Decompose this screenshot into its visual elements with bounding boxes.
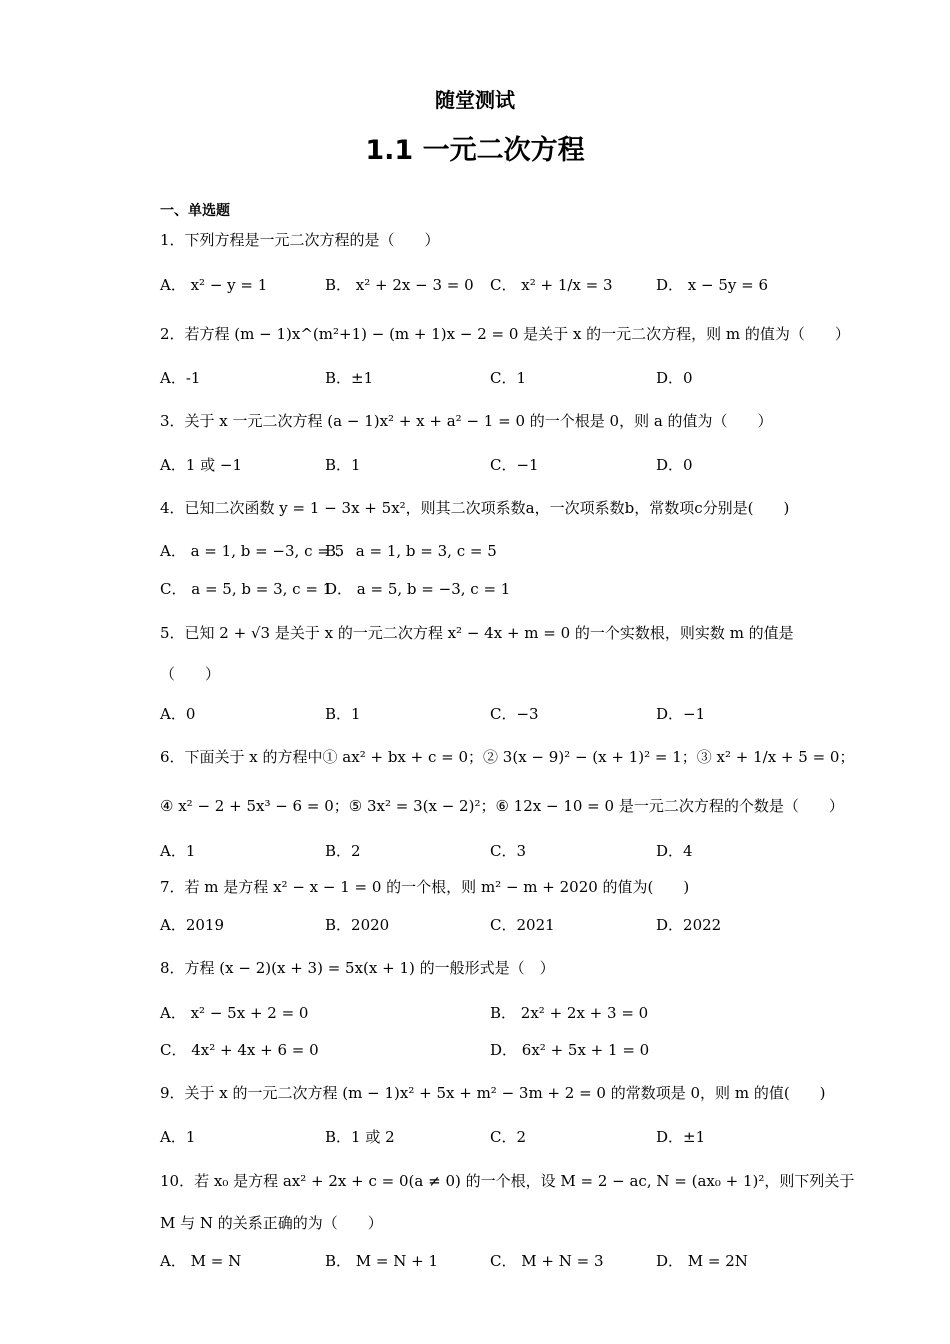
- q2-option-a: A．-1: [160, 369, 201, 387]
- question-1-stem: 1．下列方程是一元二次方程的是（ ）: [160, 231, 440, 249]
- q6-option-b: B．2: [325, 842, 361, 860]
- q7-option-b: B．2020: [325, 916, 390, 934]
- q7-option-c: C．2021: [490, 916, 555, 934]
- q5-option-d: D．−1: [656, 705, 706, 723]
- q4-option-d: D． a = 5, b = −3, c = 1: [325, 580, 511, 598]
- q1-option-b: B． x² + 2x − 3 = 0: [325, 276, 474, 294]
- section-heading: 一、单选题: [160, 203, 230, 219]
- q5-option-a: A．0: [160, 705, 196, 723]
- q6-option-c: C．3: [490, 842, 527, 860]
- q1-option-c: C． x² + 1/x = 3: [490, 276, 613, 294]
- q10-option-d: D． M = 2N: [656, 1252, 748, 1270]
- q1-option-d: D． x − 5y = 6: [656, 276, 769, 294]
- q9-option-c: C．2: [490, 1128, 527, 1146]
- question-10-stem: 10．若 x₀ 是方程 ax² + 2x + c = 0(a ≠ 0) 的一个根，设 M = 2 − ac, N = (ax₀ + 1)²，则下列关于: [160, 1172, 855, 1190]
- q3-option-b: B．1: [325, 456, 361, 474]
- q2-option-b: B．±1: [325, 369, 374, 387]
- question-9-stem: 9．关于 x 的一元二次方程 (m − 1)x² + 5x + m² − 3m + 2 = 0 的常数项是 0，则 m 的值( ): [160, 1084, 826, 1102]
- q7-option-a: A．2019: [160, 916, 225, 934]
- q9-option-b: B．1 或 2: [325, 1128, 395, 1146]
- q5-option-c: C．−3: [490, 705, 539, 723]
- q3-option-d: D．0: [656, 456, 693, 474]
- q6-option-a: A．1: [160, 842, 196, 860]
- question-5-stem: 5．已知 2 + √3 是关于 x 的一元二次方程 x² − 4x + m = 0 的一个实数根，则实数 m 的值是: [160, 624, 794, 642]
- q10-option-a: A． M = N: [160, 1252, 242, 1270]
- question-10-stem-cont: M 与 N 的关系正确的为（ ）: [160, 1214, 383, 1232]
- question-6-stem: 6．下面关于 x 的方程中① ax² + bx + c = 0；② 3(x − 9)² − (x + 1)² = 1；③ x² + 1/x + 5 = 0；: [160, 748, 855, 766]
- q4-option-b: B． a = 1, b = 3, c = 5: [325, 542, 497, 560]
- q4-option-a: A． a = 1, b = −3, c = 5: [160, 542, 345, 560]
- q9-option-d: D．±1: [656, 1128, 706, 1146]
- q10-option-b: B． M = N + 1: [325, 1252, 439, 1270]
- question-5-stem-cont: （ ）: [160, 665, 221, 683]
- q6-option-d: D．4: [656, 842, 693, 860]
- q1-option-a: A． x² − y = 1: [160, 276, 268, 294]
- question-4-stem: 4．已知二次函数 y = 1 − 3x + 5x²，则其二次项系数a，一次项系数b，常数项c分别是( ): [160, 499, 790, 517]
- q5-option-b: B．1: [325, 705, 361, 723]
- q3-option-a: A．1 或 −1: [160, 456, 243, 474]
- question-2-stem: 2．若方程 (m − 1)x^(m²+1) − (m + 1)x − 2 = 0 是关于 x 的一元二次方程，则 m 的值为（ ）: [160, 325, 850, 343]
- q2-option-d: D．0: [656, 369, 693, 387]
- q4-option-c: C． a = 5, b = 3, c = 1: [160, 580, 333, 598]
- question-7-stem: 7．若 m 是方程 x² − x − 1 = 0 的一个根，则 m² − m + 2020 的值为( ): [160, 878, 690, 896]
- question-6-stem-cont: ④ x² − 2 + 5x³ − 6 = 0；⑤ 3x² = 3(x − 2)²；⑥ 12x − 10 = 0 是一元二次方程的个数是（ ）: [160, 797, 844, 815]
- q8-option-a: A． x² − 5x + 2 = 0: [160, 1004, 309, 1022]
- q9-option-a: A．1: [160, 1128, 196, 1146]
- lesson-title: 1.1 一元二次方程: [365, 135, 585, 166]
- q2-option-c: C．1: [490, 369, 527, 387]
- q8-option-c: C． 4x² + 4x + 6 = 0: [160, 1041, 319, 1059]
- question-3-stem: 3．关于 x 一元二次方程 (a − 1)x² + x + a² − 1 = 0 的一个根是 0，则 a 的值为（ ）: [160, 412, 773, 430]
- page-title: 随堂测试: [435, 88, 515, 112]
- q7-option-d: D．2022: [656, 916, 722, 934]
- question-8-stem: 8．方程 (x − 2)(x + 3) = 5x(x + 1) 的一般形式是（ ）: [160, 959, 555, 977]
- q10-option-c: C． M + N = 3: [490, 1252, 604, 1270]
- q8-option-b: B． 2x² + 2x + 3 = 0: [490, 1004, 649, 1022]
- q3-option-c: C．−1: [490, 456, 539, 474]
- q8-option-d: D． 6x² + 5x + 1 = 0: [490, 1041, 650, 1059]
